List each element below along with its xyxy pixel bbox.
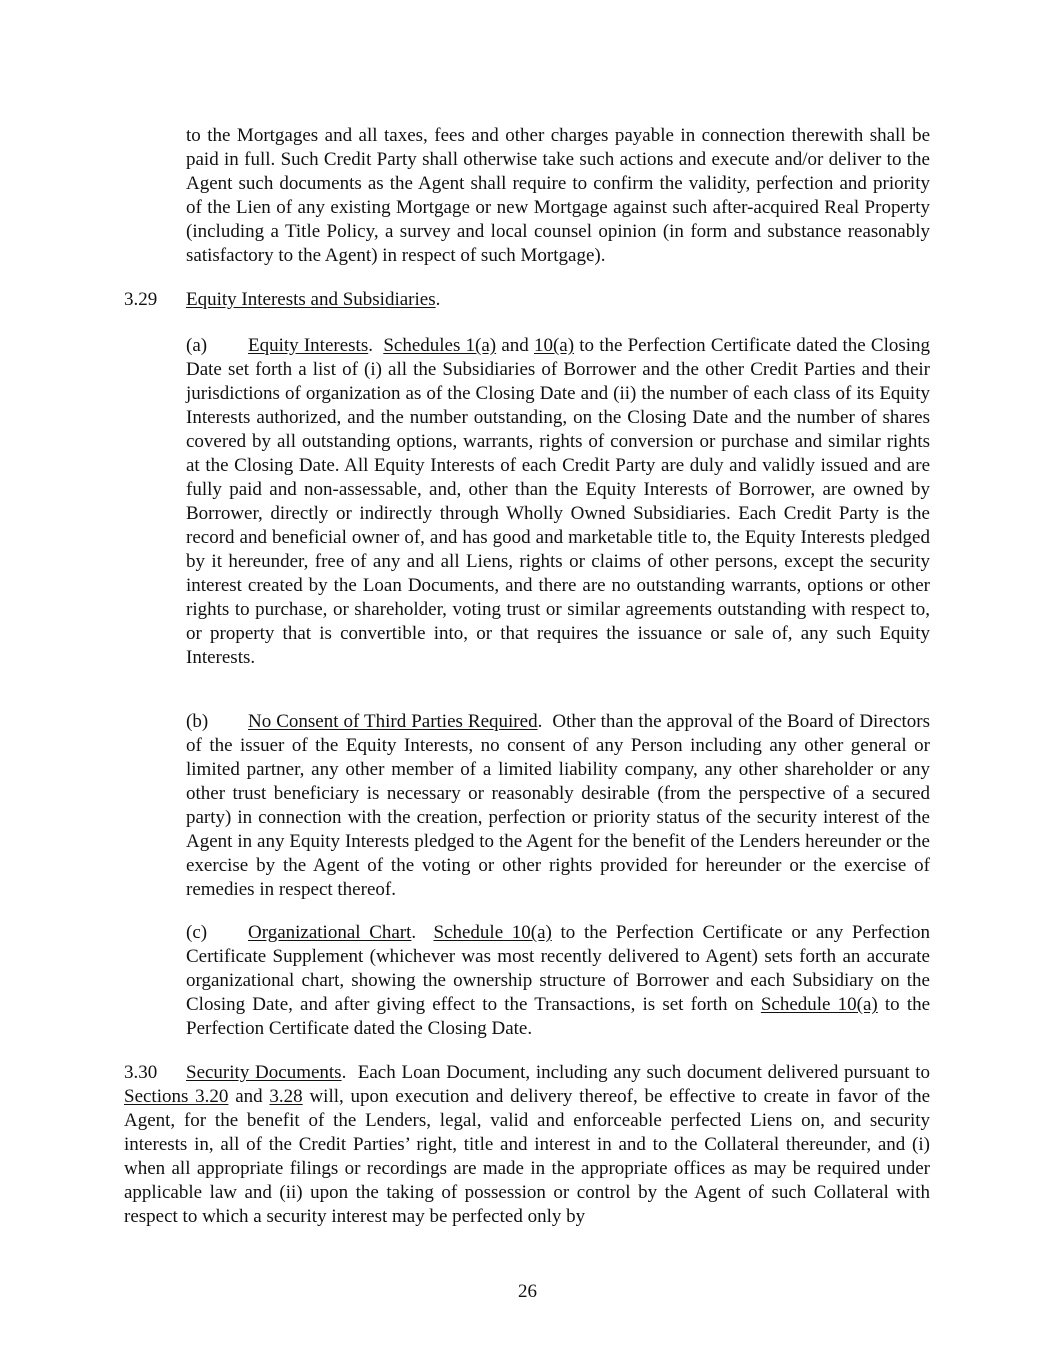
subsection-b-paragraph: (b) No Consent of Third Parties Required. Other than the approval of the Board of Directors of the issuer of the Equity Interests, no consent of any Person including any other general or limited partner, any other member of a limited liability company, any other shareholder or any other trust beneficiary is necessary or reasonably desirable (from the perspective of a secured party) in connection with the creation, perfection or priority status of the security interest of the Agent in any Equity Interests pledged to the Agent for the benefit of the Lenders hereunder or the exercise by the Agent of the voting or other rights provided for hereunder or the exercise of remedies in respect thereof. (186, 711, 931, 900)
page-number: 26 (518, 1281, 537, 1302)
section-body: Each Loan Document, including any such document delivered pursuant to (357, 1062, 930, 1083)
section-reference: 3.28 (269, 1086, 303, 1107)
schedule-reference: 10(a) (533, 335, 575, 356)
section-number: 3.30 (124, 1062, 158, 1083)
subsection-label: (b) (186, 711, 209, 732)
section-title: Equity Interests and Subsidiaries (186, 289, 436, 310)
section-number: 3.29 (124, 289, 158, 310)
subsection-body: Other than the approval of the Board of Directors of the issuer of the Equity Interests, no consent of any Person including any other general or limited partner, any other member of a limited liability company, any other shareholder or any other trust beneficiary is necessary or reasonably desirable (from the perspective of a secured party) in connection with the creation, perfection or priority status of the security interest of the Agent in any Equity Interests pledged to the Agent for the benefit of the Lenders hereunder or the exercise by the Agent of the voting or other rights provided for hereunder or the exercise of remedies in respect thereof. (186, 711, 931, 900)
subsection-heading: Equity Interests (248, 335, 369, 356)
section-reference: Sections 3.20 (124, 1086, 229, 1107)
subsection-label: (c) (186, 922, 208, 943)
conjunction: and (235, 1086, 263, 1107)
subsection-body: to the Perfection Certificate dated the Closing Date set forth a list of (i) all the Subsidiaries of Borrower and the other Credit Parties and their jurisdictions of organization as of the Closing Date and (ii) the number of each class of its Equity Interests authorized, and the number outstanding, on the Closing Date and the number of shares covered by all outstanding options, warrants, rights of conversion or purchase and similar rights at the Closing Date. All Equity Interests of each Credit Party are duly and validly issued and are fully paid and non-assessable, and, other than the Equity Interests of Borrower, are owned by Borrower, directly or indirectly through Wholly Owned Subsidiaries. Each Credit Party is the record and beneficial owner of, and has good and marketable title to, the Equity Interests pledged by it hereunder, free of any and all Liens, rights or claims of other persons, except the security interest created by the Loan Documents, and there are no outstanding warrants, options or other rights to purchase, or shareholder, voting trust or similar agreements outstanding with respect to, or property that is convertible into, or that requires the issuance or sale of, any such Equity Interests. (186, 335, 931, 668)
subsection-heading: No Consent of Third Parties Required (248, 711, 538, 732)
subsection-body: to the Perfection Certificate dated the Closing Date. (186, 994, 931, 1039)
subsection-a-paragraph: (a) Equity Interests. Schedules 1(a) and 10(a) to the Perfection Certificate dated the Closing Date set forth a list of (i) all the Subsidiaries of Borrower and the other Credit Parties and their jurisdictions of organization as of the Closing Date and (ii) the number of each class of its Equity Interests authorized, and the number outstanding, on the Closing Date and the number of shares covered by all outstanding options, warrants, rights of conversion or purchase and similar rights at the Closing Date. All Equity Interests of each Credit Party are duly and validly issued and are fully paid and non-assessable, and, other than the Equity Interests of Borrower, are owned by Borrower, directly or indirectly through Wholly Owned Subsidiaries. Each Credit Party is the record and beneficial owner of, and has good and marketable title to, the Equity Interests pledged by it hereunder, free of any and all Liens, rights or claims of other persons, except the security interest created by the Loan Documents, and there are no outstanding warrants, options or other rights to purchase, or shareholder, voting trust or similar agreements outstanding with respect to, or property that is convertible into, or that requires the issuance or sale of, any such Equity Interests. (186, 335, 931, 668)
section-title: Security Documents (186, 1062, 342, 1083)
section-body: will, upon execution and delivery thereof, be effective to create in favor of the Agent, for the benefit of the Lenders, legal, valid and enforceable perfected Liens on, and security interests in, all of the Credit Parties’ right, title and interest in and to the Collateral thereunder, and (i) when all appropriate filings or recordings are made in the appropriate offices as may be required under applicable law and (ii) upon the taking of possession or control by the Agent of such Collateral with respect to which a security interest may be perfected only by (124, 1086, 931, 1227)
subsection-label: (a) (186, 335, 208, 356)
schedule-reference: Schedule 10(a) (433, 922, 552, 943)
schedule-reference: Schedules 1(a) (383, 335, 497, 356)
carryover-paragraph: to the Mortgages and all taxes, fees and other charges payable in connection therewith shall be paid in full. Such Credit Party shall otherwise take such actions and execute and/or deliver to the Agent such documents as the Agent shall require to confirm the validity, perfection and priority of the Lien of any existing Mortgage or new Mortgage against such after-acquired Real Property (including a Title Policy, a survey and local counsel opinion (in form and substance reasonably satisfactory to the Agent) in respect of such Mortgage). (186, 125, 930, 266)
subsection-c-paragraph: (c) Organizational Chart. Schedule 10(a) to the Perfection Certificate or any Perfection Certificate Supplement (whichever was most recently delivered to Agent) sets forth an accurate organizational chart, showing the ownership structure of Borrower and each Subsidiary on the Closing Date, and after giving effect to the Transactions, is set forth on Schedule 10(a) to the Perfection Certificate dated the Closing Date. (186, 922, 931, 1039)
subsection-body: to the Perfection Certificate or any Perfection Certificate Supplement (whichever was most recently delivered to Agent) sets forth an accurate organizational chart, showing the ownership structure of Borrower and each Subsidiary on the Closing Date, and after giving effect to the Transactions, is set forth on (186, 922, 931, 1015)
conjunction: and (501, 335, 529, 356)
subsection-heading: Organizational Chart (248, 922, 412, 943)
section-3-30-paragraph: 3.30 Security Documents. Each Loan Document, including any such document delivered pursuant to Sections 3.20 and 3.28 will, upon execution and delivery thereof, be effective to create in favor of the Agent, for the benefit of the Lenders, legal, valid and enforceable perfected Liens on, and security interests in, all of the Credit Parties’ right, title and interest in and to the Collateral thereunder, and (i) when all appropriate filings or recordings are made in the appropriate offices as may be required under applicable law and (ii) upon the taking of possession or control by the Agent of such Collateral with respect to which a security interest may be perfected only by (124, 1062, 931, 1227)
section-3-29-heading: 3.29 Equity Interests and Subsidiaries. (124, 289, 441, 310)
schedule-reference: Schedule 10(a) (760, 994, 878, 1015)
